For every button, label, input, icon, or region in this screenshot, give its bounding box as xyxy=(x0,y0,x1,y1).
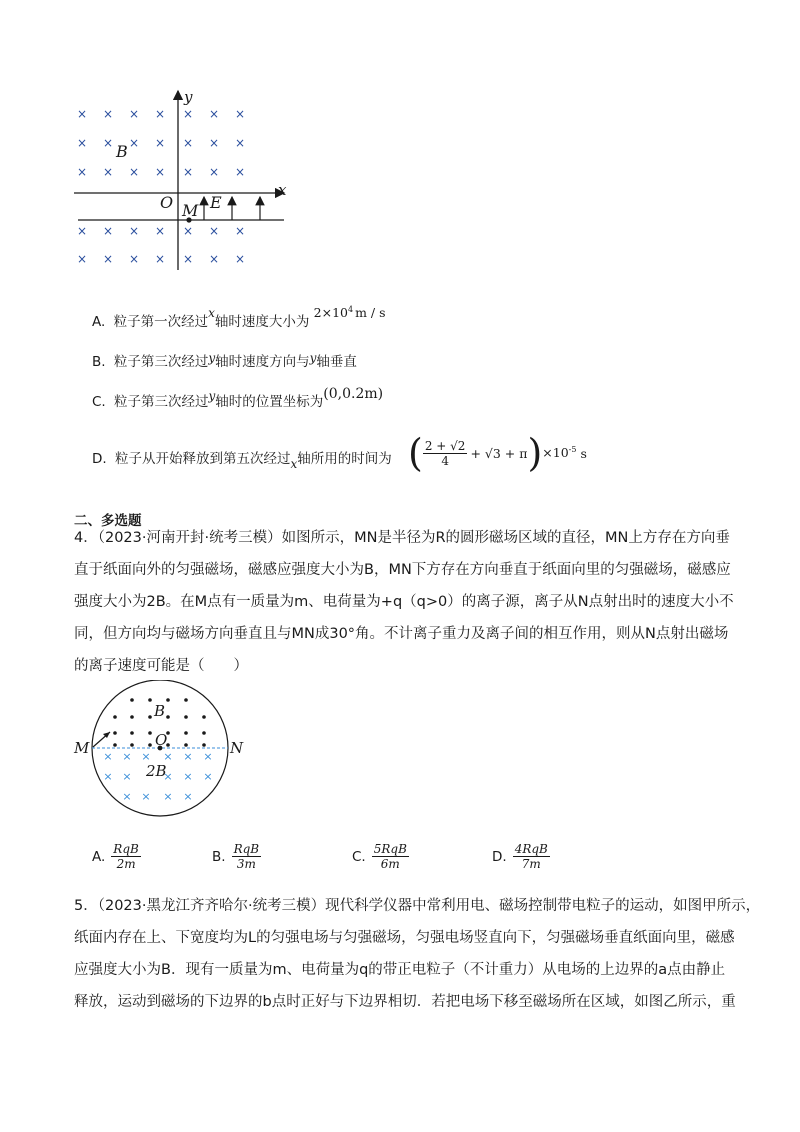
option-b-text: 粒子第三次经过 xyxy=(113,354,209,370)
option-b-letter: B. xyxy=(92,354,106,370)
option-a[interactable] xyxy=(92,304,386,330)
question-5-line-2: 纸面内存在上、下宽度均为L的匀强电场与匀强磁场，匀强电场竖直向下，匀强磁场垂直纸面向里，磁感 xyxy=(74,930,735,946)
field-cross-mark: × xyxy=(208,107,220,121)
field-cross-mark: × xyxy=(234,136,246,150)
field-cross-mark: × xyxy=(163,790,173,803)
field-cross-mark: × xyxy=(102,136,114,150)
field-dot-mark xyxy=(113,731,117,735)
field-cross-mark: × xyxy=(128,224,140,238)
q4-option-c-denominator: 6m xyxy=(380,857,400,871)
field-cross-mark: × xyxy=(163,770,173,783)
field-cross-mark: × xyxy=(102,224,114,238)
field-dot-mark xyxy=(184,731,188,735)
q4-option-a-denominator: 2m xyxy=(116,857,136,871)
option-d-text2: 轴所用的时间为 xyxy=(297,451,392,467)
option-d-unit: s xyxy=(580,445,587,461)
option-b-var2: y xyxy=(309,351,317,365)
option-d-letter: D. xyxy=(92,451,107,467)
option-c-value: (0,0.2m) xyxy=(323,386,384,402)
option-b-var: y xyxy=(208,351,216,365)
field-dot-mark xyxy=(184,743,188,747)
option-b[interactable] xyxy=(92,350,357,370)
q4-option-b[interactable] xyxy=(212,842,261,871)
q4-option-a-letter: A. xyxy=(92,848,106,865)
field-cross-mark: × xyxy=(234,107,246,121)
option-c[interactable] xyxy=(92,386,384,410)
field-cross-mark: × xyxy=(234,252,246,266)
question-4-line-4: 同，但方向均与磁场方向垂直且与MN成30°角。不计离子重力及离子间的相互作用，则从N点射出磁场 xyxy=(74,626,729,642)
field-dot-mark xyxy=(130,698,134,702)
option-d-exp: -5 xyxy=(568,445,577,455)
electric-field-label: E xyxy=(210,193,222,212)
field-cross-mark: × xyxy=(154,165,166,179)
question-5-line-1: 5．（2023·黑龙江齐齐哈尔·统考三模）现代科学仪器中常利用电、磁场控制带电粒子的运动，如图甲所示， xyxy=(74,898,761,914)
field-cross-mark: × xyxy=(128,136,140,150)
q4-option-c-numerator: 5RqB xyxy=(373,842,407,856)
field-cross-mark: × xyxy=(141,750,151,763)
q4-option-c[interactable] xyxy=(352,842,409,871)
field-cross-mark: × xyxy=(76,136,88,150)
option-d-text: 粒子从开始释放到第五次经过 xyxy=(114,451,291,467)
field-cross-mark: × xyxy=(183,750,193,763)
field-cross-mark: × xyxy=(182,165,194,179)
option-b-text3: 轴垂直 xyxy=(316,354,357,370)
field-cross-mark: × xyxy=(203,750,213,763)
field-cross-mark: × xyxy=(154,107,166,121)
field-cross-mark: × xyxy=(122,750,132,763)
field-diagram-figure xyxy=(70,85,300,275)
field-cross-mark: × xyxy=(208,165,220,179)
q4-option-d-numerator: 4RqB xyxy=(514,842,548,856)
field-cross-mark: × xyxy=(154,224,166,238)
option-c-text2: 轴时的位置坐标为 xyxy=(215,394,324,410)
section-heading: 二、多选题 xyxy=(74,513,142,529)
option-c-letter: C. xyxy=(92,394,106,410)
field-cross-mark: × xyxy=(208,136,220,150)
question-5-line-3: 应强度大小为B．现有一质量为m、电荷量为q的带正电粒子（不计重力）从电场的上边界的a点由静止 xyxy=(74,962,726,978)
option-c-var: y xyxy=(208,389,216,403)
question-4-line-3: 强度大小为2B。在M点有一质量为m、电荷量为+q（q>0）的离子源，离子从N点射出时的速度大小不 xyxy=(74,594,734,610)
option-a-unit: m / s xyxy=(355,305,386,320)
field-dot-mark xyxy=(166,698,170,702)
option-d-expression: ( $\frac{2 + √2}{4}$ + √3 + π ) $\times 10^{-5}$ s xyxy=(408,431,587,475)
magnetic-field-label: B xyxy=(116,142,128,161)
field-cross-mark: × xyxy=(183,770,193,783)
field-dot-mark xyxy=(202,743,206,747)
field-cross-mark: × xyxy=(141,790,151,803)
q4-option-a-numerator: RqB xyxy=(113,842,139,856)
option-d-var: x xyxy=(290,457,298,471)
option-c-text: 粒子第三次经过 xyxy=(114,394,209,410)
field-dot-mark xyxy=(184,715,188,719)
q4-option-b-numerator: RqB xyxy=(233,842,260,856)
q4-option-b-denominator: 3m xyxy=(236,857,256,871)
point-m-label: M xyxy=(182,201,199,220)
question-4-line-1: 4．（2023·河南开封·统考三模）如图所示，MN是半径为R的圆形磁场区域的直径，MN上方存在方向垂 xyxy=(74,530,730,546)
q4-option-b-letter: B. xyxy=(212,848,226,865)
field-dot-mark xyxy=(148,731,152,735)
field-dot-mark xyxy=(130,731,134,735)
field-dot-mark xyxy=(148,698,152,702)
option-a-text: 粒子第一次经过 xyxy=(113,314,209,330)
diagram-point-n: N xyxy=(230,739,244,757)
option-a-letter: A. xyxy=(92,314,106,330)
field-cross-mark: × xyxy=(76,165,88,179)
field-cross-mark: × xyxy=(128,107,140,121)
field-cross-mark: × xyxy=(76,107,88,121)
diagram-upper-field-b: B xyxy=(154,702,166,720)
q4-option-d[interactable] xyxy=(492,842,550,871)
q4-option-c-letter: C. xyxy=(352,848,366,865)
field-cross-mark: × xyxy=(203,770,213,783)
diagram-point-m: M xyxy=(74,739,90,757)
field-cross-mark: × xyxy=(128,252,140,266)
option-d[interactable] xyxy=(92,447,392,471)
option-a-exp: 4 xyxy=(348,304,354,314)
field-cross-mark: × xyxy=(182,252,194,266)
field-cross-mark: × xyxy=(182,107,194,121)
field-cross-mark: × xyxy=(182,136,194,150)
field-cross-mark: × xyxy=(76,224,88,238)
field-cross-mark: × xyxy=(102,252,114,266)
field-cross-mark: × xyxy=(122,790,132,803)
diagram-lower-field-2b: 2B xyxy=(146,762,167,780)
field-cross-mark: × xyxy=(208,224,220,238)
option-a-text2: 轴时速度大小为 xyxy=(214,314,310,330)
field-cross-mark: × xyxy=(182,224,194,238)
origin-label: O xyxy=(160,193,174,212)
question-5-line-4: 释放，运动到磁场的下边界的b点时正好与下边界相切．若把电场下移至磁场所在区域，如图乙所示，重 xyxy=(74,994,736,1010)
field-dot-mark xyxy=(202,715,206,719)
q4-option-a[interactable] xyxy=(92,842,141,871)
option-d-rest: + √3 + π xyxy=(470,445,528,461)
x-axis-label: x xyxy=(278,181,287,199)
field-cross-mark: × xyxy=(234,224,246,238)
field-cross-mark: × xyxy=(128,165,140,179)
option-b-text2: 轴时速度方向与 xyxy=(215,354,310,370)
field-dot-mark xyxy=(148,715,152,719)
field-cross-mark: × xyxy=(183,790,193,803)
option-d-tail: ×10 xyxy=(542,445,569,461)
field-cross-mark: × xyxy=(163,750,173,763)
field-dot-mark xyxy=(113,743,117,747)
diagram-center-o: O xyxy=(155,731,168,749)
field-cross-mark: × xyxy=(122,770,132,783)
question-4-line-2: 直于纸面向外的匀强磁场，磁感应强度大小为B，MN下方存在方向垂直于纸面向里的匀强磁场，磁感应 xyxy=(74,562,731,578)
q4-option-d-letter: D. xyxy=(492,848,507,865)
field-dot-mark xyxy=(184,698,188,702)
field-dot-mark xyxy=(166,715,170,719)
field-cross-mark: × xyxy=(154,136,166,150)
field-dot-mark xyxy=(202,731,206,735)
option-d-fraction-denominator: 4 xyxy=(441,453,449,468)
question-4-line-5: 的离子速度可能是（ ） xyxy=(74,658,248,674)
field-dot-mark xyxy=(113,715,117,719)
field-cross-mark: × xyxy=(76,252,88,266)
field-cross-mark: × xyxy=(154,252,166,266)
field-cross-mark: × xyxy=(103,770,113,783)
field-dot-mark xyxy=(130,743,134,747)
field-cross-mark: × xyxy=(103,750,113,763)
option-a-value: 2×10 xyxy=(313,305,349,320)
field-dot-mark xyxy=(148,743,152,747)
q4-option-d-denominator: 7m xyxy=(521,857,541,871)
field-cross-mark: × xyxy=(208,252,220,266)
y-axis-label: y xyxy=(184,88,193,106)
field-dot-mark xyxy=(130,715,134,719)
option-d-fraction-numerator: 2 + √2 xyxy=(424,438,466,453)
field-cross-mark: × xyxy=(234,165,246,179)
field-cross-mark: × xyxy=(102,107,114,121)
option-a-var: x xyxy=(208,306,215,320)
field-cross-mark: × xyxy=(102,165,114,179)
